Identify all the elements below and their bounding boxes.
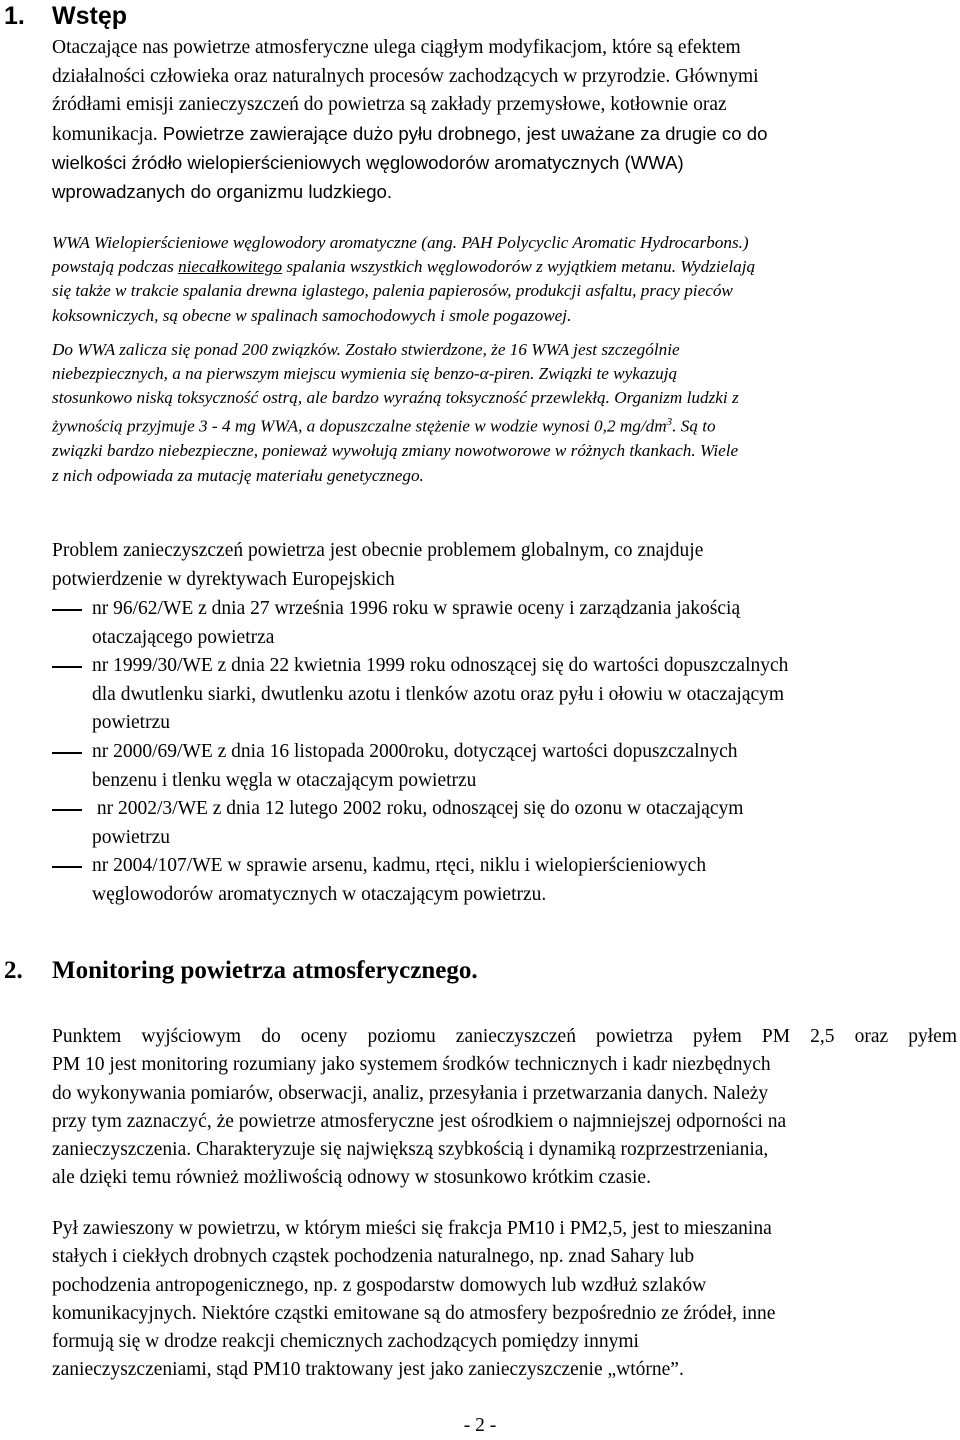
list-item [52, 652, 788, 738]
section-number: 2. [4, 957, 23, 984]
text-line [52, 410, 957, 439]
text-line: nr 96/62/WE z dnia 27 września 1996 roku w sprawie oceny i zarządzania jakością [92, 598, 741, 619]
text-segment: Powietrze zawierające dużo pyłu drobnego, jest uważane za drugie co do [157, 122, 768, 144]
text-line: WWA Wielopierścieniowe węglowodory aromatyczne (ang. PAH Polycyclic Aromatic Hydrocarbons.) [52, 233, 749, 252]
text-segment: spalania wszystkich węglowodorów z wyjątkiem metanu. Wydzielają [282, 257, 756, 277]
text-line: się także w trakcie spalania drewna iglastego, palenia papierosów, produkcji asfaltu, pracy pieców [52, 281, 733, 301]
text-line: Pył zawieszony w powietrzu, w którym mieści się frakcja PM10 i PM2,5, jest to mieszanina [52, 1218, 772, 1239]
text-line: PM 10 jest monitoring rozumiany jako systemem środków technicznych i kadr niezbędnych [52, 1054, 771, 1076]
text-line: niebezpiecznych, a na pierwszym miejscu wymienia się benzo-α-piren. Związki te wykazują [52, 364, 678, 384]
dash-bullet-icon [52, 752, 82, 754]
text-segment: powstają podczas [52, 257, 179, 277]
text-line: z nich odpowiada za mutację materiału genetycznego. [52, 465, 424, 485]
text-line: benzenu i tlenku węgla w otaczającym powietrzu [92, 769, 477, 791]
text-line: przy tym zaznaczyć, że powietrze atmosferyczne jest ośrodkiem o najmniejszej odporności na [52, 1110, 787, 1132]
text-segment: żywnością przyjmuje 3 - 4 mg WWA, a dopuszczalne stężenie w wodzie wynosi 0,2 mg/dm [52, 417, 667, 437]
text-line: nr 2000/69/WE z dnia 16 listopada 2000roku, dotyczącej wartości dopuszczalnych [92, 740, 738, 762]
text-line: pochodzenia antropogenicznego, np. z gospodarstw domowych lub wzdłuż szlaków [52, 1274, 707, 1296]
text-line: powietrzu [92, 826, 170, 848]
underlined-word: niecałkowitego [178, 257, 283, 277]
text-line: otaczającego powietrza [92, 626, 275, 648]
section-1-heading [4, 0, 127, 32]
text-line: koksowniczych, są obecne w spalinach samochodowych i smole pogazowej. [52, 305, 572, 325]
dash-bullet-icon [52, 609, 82, 611]
directives-list [52, 595, 788, 910]
text-line: nr 1999/30/WE z dnia 22 kwietnia 1999 roku odnoszącej się do wartości dopuszczalnych [92, 655, 789, 677]
list-item [52, 795, 788, 852]
text-line: formują się w drodze reakcji chemicznych zachodzących pomiędzy innymi [52, 1331, 639, 1353]
text-line: komunikacyjnych. Niektóre cząstki emitowane są do atmosfery bezpośrednio ze źródeł, inne [52, 1302, 776, 1324]
list-item [52, 738, 788, 795]
dash-bullet-icon [52, 866, 82, 868]
text-line: powietrzu [92, 712, 170, 734]
text-line: Problem zanieczyszczeń powietrza jest obecnie problemem globalnym, co znajduje [52, 540, 704, 561]
text-segment: komunikacja. [52, 123, 158, 145]
text-line: wprowadzanych do organizmu ludzkiego. [52, 180, 393, 202]
text-line: zanieczyszczeniami, stąd PM10 traktowany jest jako zanieczyszczenie „wtórne”. [52, 1359, 684, 1381]
section-2-heading [4, 955, 478, 987]
dash-bullet-icon [52, 666, 82, 668]
text-line: stałych i ciekłych drobnych cząstek pochodzenia naturalnego, np. znad Sahary lub [52, 1246, 695, 1268]
text-line: stosunkowo niską toksyczność ostrą, ale bardzo wyraźną toksyczność przewlekłą. Organizm ludzki z [52, 388, 739, 408]
text-line: działalności człowieka oraz naturalnych procesów zachodzących w przyrodzie. Głównymi [52, 65, 759, 87]
text-line: Do WWA zalicza się ponad 200 związków. Zostało stwierdzone, że 16 WWA jest szczególnie [52, 339, 680, 359]
text-line: Punktem wyjściowym do oceny poziomu zanieczyszczeń powietrza pyłem PM 2,5 oraz pyłem [52, 1026, 957, 1047]
monitoring-paragraph [52, 1023, 957, 1193]
text-line: ale dzięki temu również możliwością odnowy w stosunkowo krótkim czasie. [52, 1167, 651, 1189]
text-line: nr 2002/3/WE z dnia 12 lutego 2002 roku, odnoszącej się do ozonu w otaczającym [92, 798, 744, 820]
text-line: do wykonywania pomiarów, obserwacji, analiz, przesyłania i przetwarzania danych. Należy [52, 1082, 769, 1104]
text-line: nr 2004/107/WE w sprawie arsenu, kadmu, rtęci, niklu i wielopierścieniowych [92, 855, 707, 877]
text-line: związki bardzo niebezpieczne, ponieważ wywołują zmiany nowotworowe w różnych tkankach. Wiele [52, 441, 739, 461]
text-line: źródłami emisji zanieczyszczeń do powietrza są zakłady przemysłowe, kotłownie oraz [52, 94, 727, 116]
problem-paragraph [52, 537, 957, 594]
intro-paragraph [52, 34, 957, 207]
text-line [52, 120, 957, 150]
text-line: potwierdzenie w dyrektywach Europejskich [52, 568, 395, 590]
dash-bullet-icon [52, 809, 82, 811]
page-number: - 2 - [463, 1415, 497, 1436]
text-segment: . Są to [672, 417, 716, 437]
text-line: zanieczyszczenia. Charakteryzuje się największą szybkością i dynamiką rozprzestrzeniania, [52, 1139, 769, 1161]
list-item [52, 595, 788, 652]
text-line: dla dwutlenku siarki, dwutlenku azotu i tlenków azotu oraz pyłu i ołowiu w otaczającym [92, 683, 785, 705]
text-line: Otaczające nas powietrze atmosferyczne ulega ciągłym modyfikacjom, które są efektem [52, 37, 741, 58]
text-line: węglowodorów aromatycznych w otaczającym powietrzu. [92, 883, 547, 905]
superscript: 3 [666, 416, 673, 429]
text-line [52, 255, 957, 279]
section-number: 1. [4, 2, 25, 30]
list-item [52, 852, 788, 909]
dust-paragraph [52, 1215, 957, 1385]
section-title: Wstęp [52, 2, 127, 30]
wwa-italic-section [52, 231, 957, 488]
section-title: Monitoring powietrza atmosferycznego. [52, 957, 478, 984]
text-line: wielkości źródło wielopierścieniowych węglowodorów aromatycznych (WWA) [52, 152, 684, 174]
